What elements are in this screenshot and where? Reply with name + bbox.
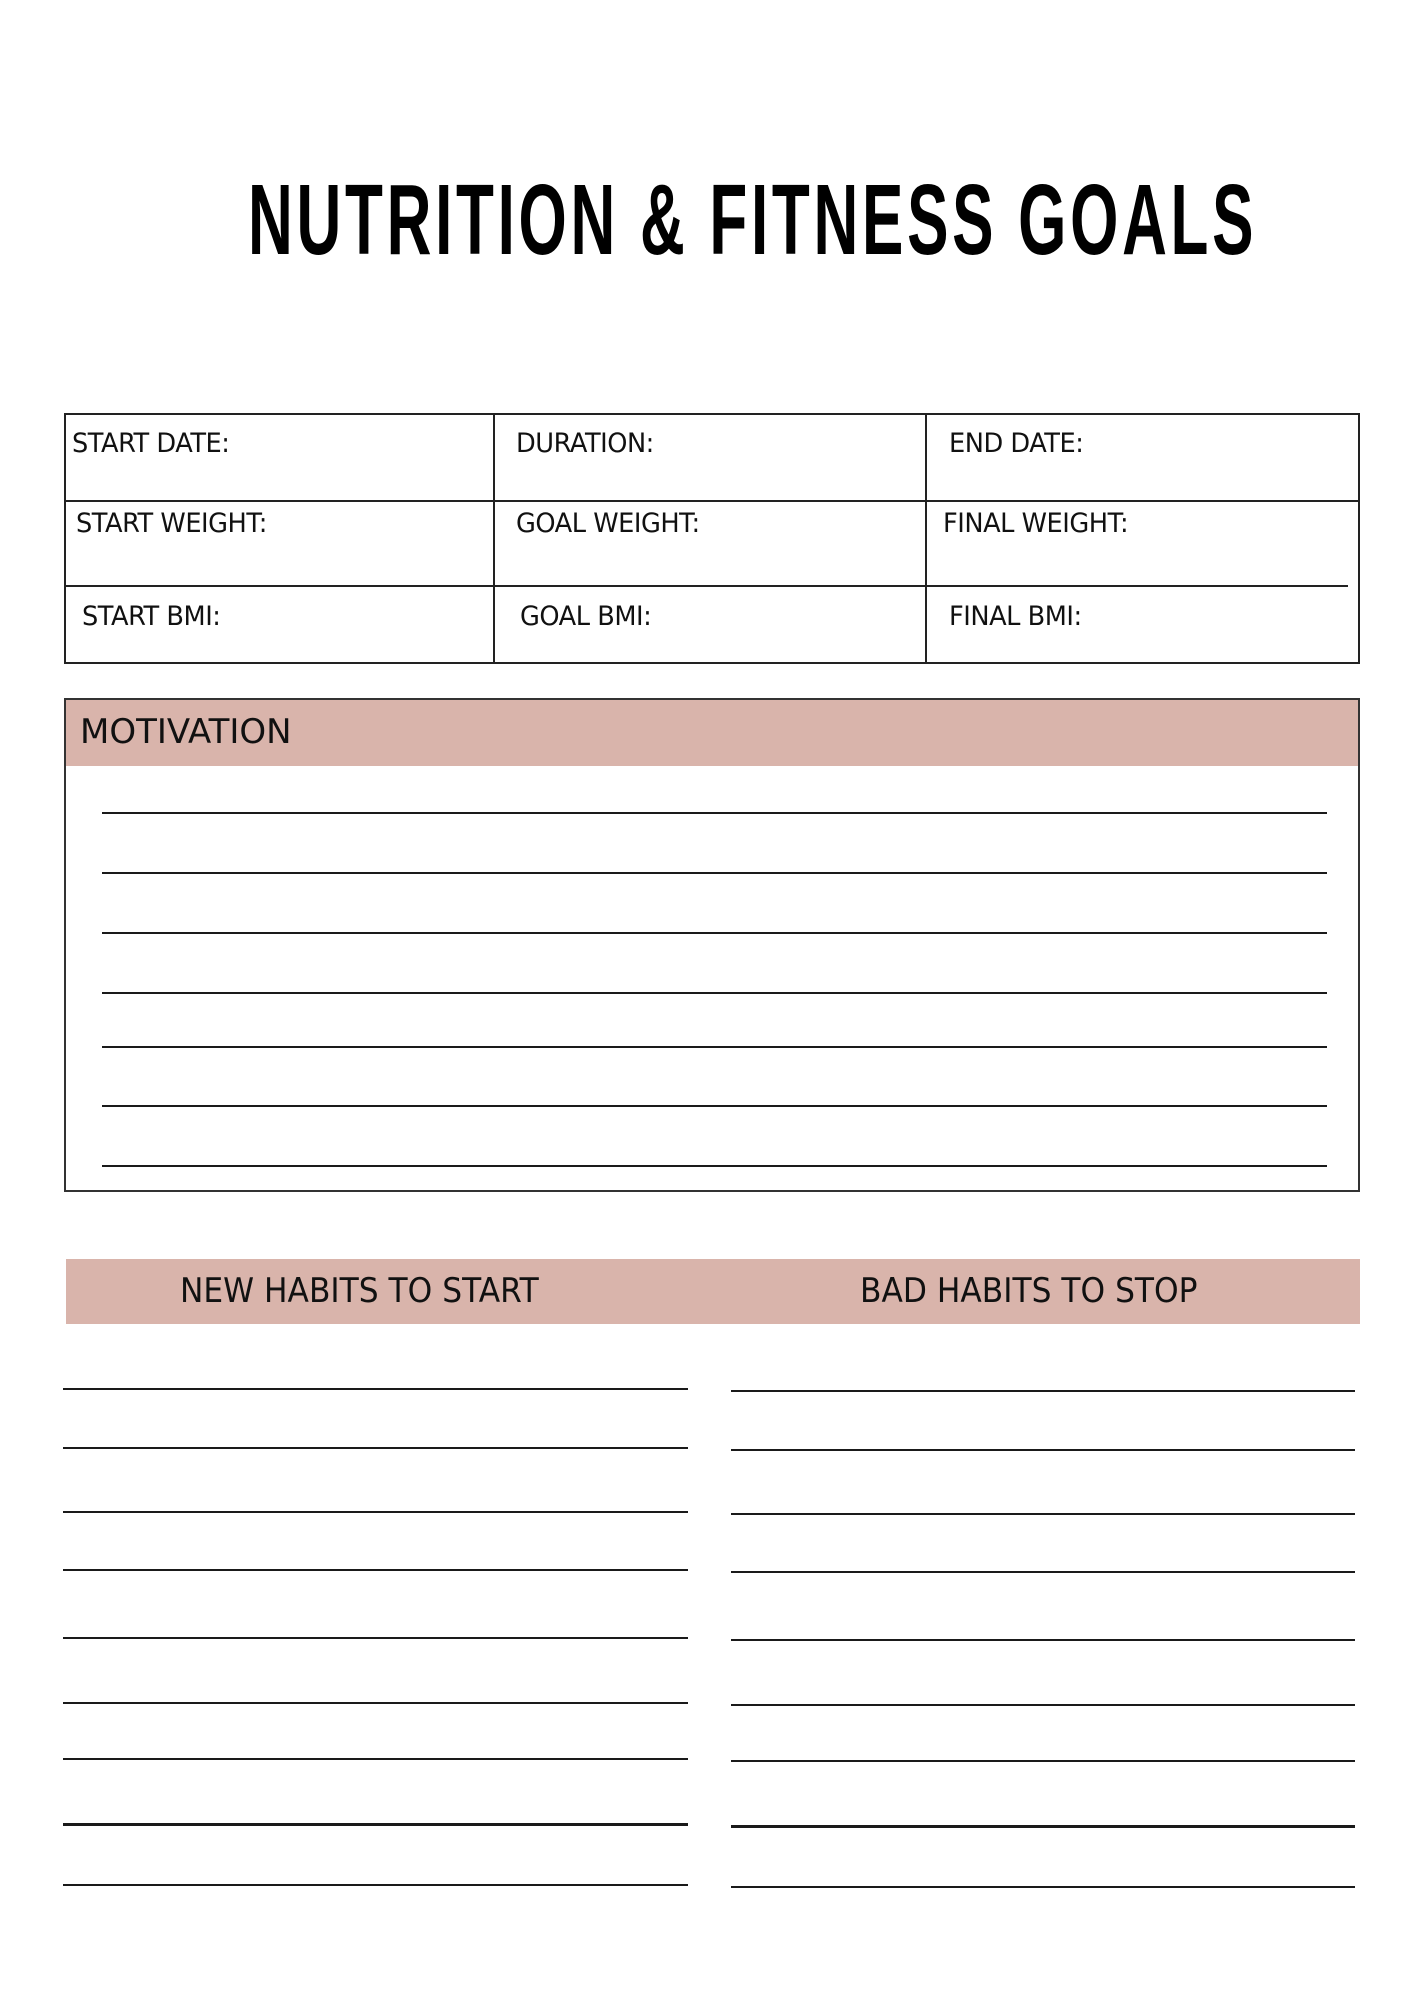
row-divider [66, 585, 1348, 587]
bad-habit-line[interactable] [731, 1449, 1355, 1451]
motivation-writing-line[interactable] [102, 1165, 1327, 1167]
goal-bmi-field[interactable]: GOAL BMI: [520, 601, 652, 632]
new-habit-line[interactable] [63, 1447, 688, 1449]
new-habit-line[interactable] [63, 1884, 688, 1886]
motivation-writing-line[interactable] [102, 1105, 1327, 1107]
new-habit-line[interactable] [63, 1511, 688, 1513]
bad-habit-line[interactable] [731, 1390, 1355, 1392]
goal-weight-field[interactable]: GOAL WEIGHT: [516, 508, 700, 539]
motivation-header-band [66, 700, 1358, 766]
motivation-section [64, 698, 1360, 1192]
bad-habit-line[interactable] [731, 1760, 1355, 1762]
motivation-title: MOTIVATION [80, 712, 292, 752]
end-date-field[interactable]: END DATE: [949, 428, 1084, 459]
bad-habit-line[interactable] [731, 1639, 1355, 1641]
goals-info-table [64, 413, 1360, 664]
bad-habit-line[interactable] [731, 1513, 1355, 1515]
new-habit-line[interactable] [63, 1702, 688, 1704]
column-divider [925, 415, 927, 662]
new-habit-line[interactable] [63, 1637, 688, 1639]
bad-habit-line[interactable] [731, 1825, 1355, 1828]
bad-habit-line[interactable] [731, 1571, 1355, 1573]
new-habits-title: NEW HABITS TO START [180, 1271, 539, 1311]
bad-habits-title: BAD HABITS TO STOP [860, 1271, 1198, 1311]
motivation-writing-line[interactable] [102, 932, 1327, 934]
new-habit-line[interactable] [63, 1823, 688, 1826]
final-weight-field[interactable]: FINAL WEIGHT: [943, 508, 1129, 539]
bad-habit-line[interactable] [731, 1704, 1355, 1706]
column-divider [493, 415, 495, 662]
new-habit-line[interactable] [63, 1388, 688, 1390]
habits-header-band [66, 1259, 1360, 1324]
page-title [248, 164, 1258, 276]
start-weight-field[interactable]: START WEIGHT: [76, 508, 267, 539]
motivation-writing-line[interactable] [102, 812, 1327, 814]
motivation-writing-line[interactable] [102, 992, 1327, 994]
duration-field[interactable]: DURATION: [516, 428, 654, 459]
motivation-writing-line[interactable] [102, 1046, 1327, 1048]
new-habit-line[interactable] [63, 1758, 688, 1760]
final-bmi-field[interactable]: FINAL BMI: [949, 601, 1082, 632]
page-title-text: NUTRITION & FITNESS GOALS [248, 164, 1258, 276]
bad-habit-line[interactable] [731, 1886, 1355, 1888]
motivation-writing-line[interactable] [102, 872, 1327, 874]
new-habit-line[interactable] [63, 1569, 688, 1571]
row-divider [66, 500, 1358, 502]
start-bmi-field[interactable]: START BMI: [82, 601, 221, 632]
start-date-field[interactable]: START DATE: [72, 428, 230, 459]
